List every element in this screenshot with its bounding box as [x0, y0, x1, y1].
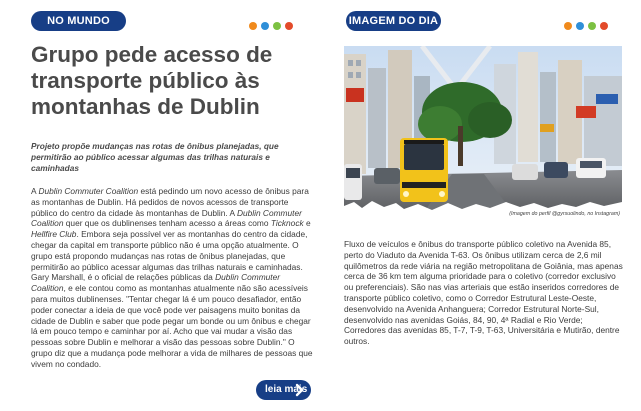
dot-orange — [564, 22, 572, 30]
dot-red — [285, 22, 293, 30]
section-label-imagem-do-dia: IMAGEM DO DIA — [346, 11, 441, 31]
dot-blue — [576, 22, 584, 30]
article-title: Grupo pede acesso de transporte público às montanhas de Dublin — [31, 42, 273, 119]
body-text: A — [31, 186, 39, 196]
section-label-no-mundo: NO MUNDO — [31, 11, 126, 31]
photo-of-the-day — [344, 46, 622, 225]
article-body — [31, 186, 314, 370]
read-more-label: leia mais — [265, 384, 308, 395]
decorative-dots — [564, 22, 608, 30]
body-emphasis: Dublin Commuter Coalition — [38, 186, 139, 196]
body-text: quer que os dublinenses tenham acesso a áreas como — [63, 218, 271, 229]
body-emphasis: Ticknock — [270, 218, 304, 229]
article-subtitle: Projeto propõe mudanças nas rotas de ônibus planejadas, que permitirão ao público acessar algumas das trilhas naturais e caminhadas — [31, 141, 279, 173]
body-text: está pedindo um novo acesso de ônibus para as montanhas de Dublin. Há pedidos de novos acessos de transporte público do centro da cidade às montanhas de Dublin. A — [31, 186, 309, 218]
photo-description: Fluxo de veículos e ônibus do transporte público coletivo na Avenida 85, perto do Viaduto da Avenida T-63. Os ônibus utilizam cerca de 2,6 mil quilômetros da rede viária na região metropolitana de Goiânia, mas apenas cerca de 36 km tem alguma prioridade para o coletivo (corredor exclusivo ou preferenciais). São nas vias arteriais que estão inseridos corredores de transporte público coletivo, como o Corredor Estrutural Leste-Oeste, desenvolvido na Avenida Anhanguera; Corredor Estrutural Norte-Sul, desenvolvido nas avenidas Goiás, 84, 90, 4ª Radial e Rio Verde; Corredores das avenidas 85, T-7, T-9, T-63, Universitária e Mutirão, dentre outros. — [344, 239, 623, 347]
dot-green — [588, 22, 596, 30]
body-emphasis: Dublin Commuter Coalition — [31, 272, 281, 294]
photo-caption: (Imagem do perfil @gyrsuolindo, no Instagram) — [509, 211, 620, 217]
dot-blue — [261, 22, 269, 30]
body-text: , e ele contou como as montanhas atualmente não são acessíveis para muitos dublinenses. "Tentar chegar lá é um pouco desafiador, então poder conectar a ideia de que você pode ver paisagens muito bonitas da cidade de Dublin e saber que pode pegar um bonde ou um ônibus e chegar lá em pouco tempo e caminhar por aí. Acho que vai mudar a visão das pessoas sobre Dublin e melhorar a visão das pessoas sobre Dublin." O grupo diz que a mudança pode melhorar a vida de milhares de pessoas que vivem no condado. — [31, 283, 313, 369]
body-emphasis: Dublin Commuter Coalition — [31, 207, 302, 229]
chevron-right-icon — [291, 382, 307, 398]
read-more-button[interactable] — [256, 380, 311, 400]
body-text: . Embora seja possível ver as montanhas do centro da cidade, chegar da capital em transporte público não é uma opção atualmente. O grupo está propondo mudanças nas rotas de ônibus planejadas, que permitirão ao público acessar algumas das trilhas naturais e caminhadas. Gary Marshall, é o oficial de relações públicas da — [31, 229, 308, 283]
dot-red — [600, 22, 608, 30]
body-text: e — [303, 218, 311, 229]
dot-green — [273, 22, 281, 30]
decorative-dots — [249, 22, 293, 30]
dot-orange — [249, 22, 257, 30]
body-emphasis: Hellfire Club — [31, 229, 77, 240]
